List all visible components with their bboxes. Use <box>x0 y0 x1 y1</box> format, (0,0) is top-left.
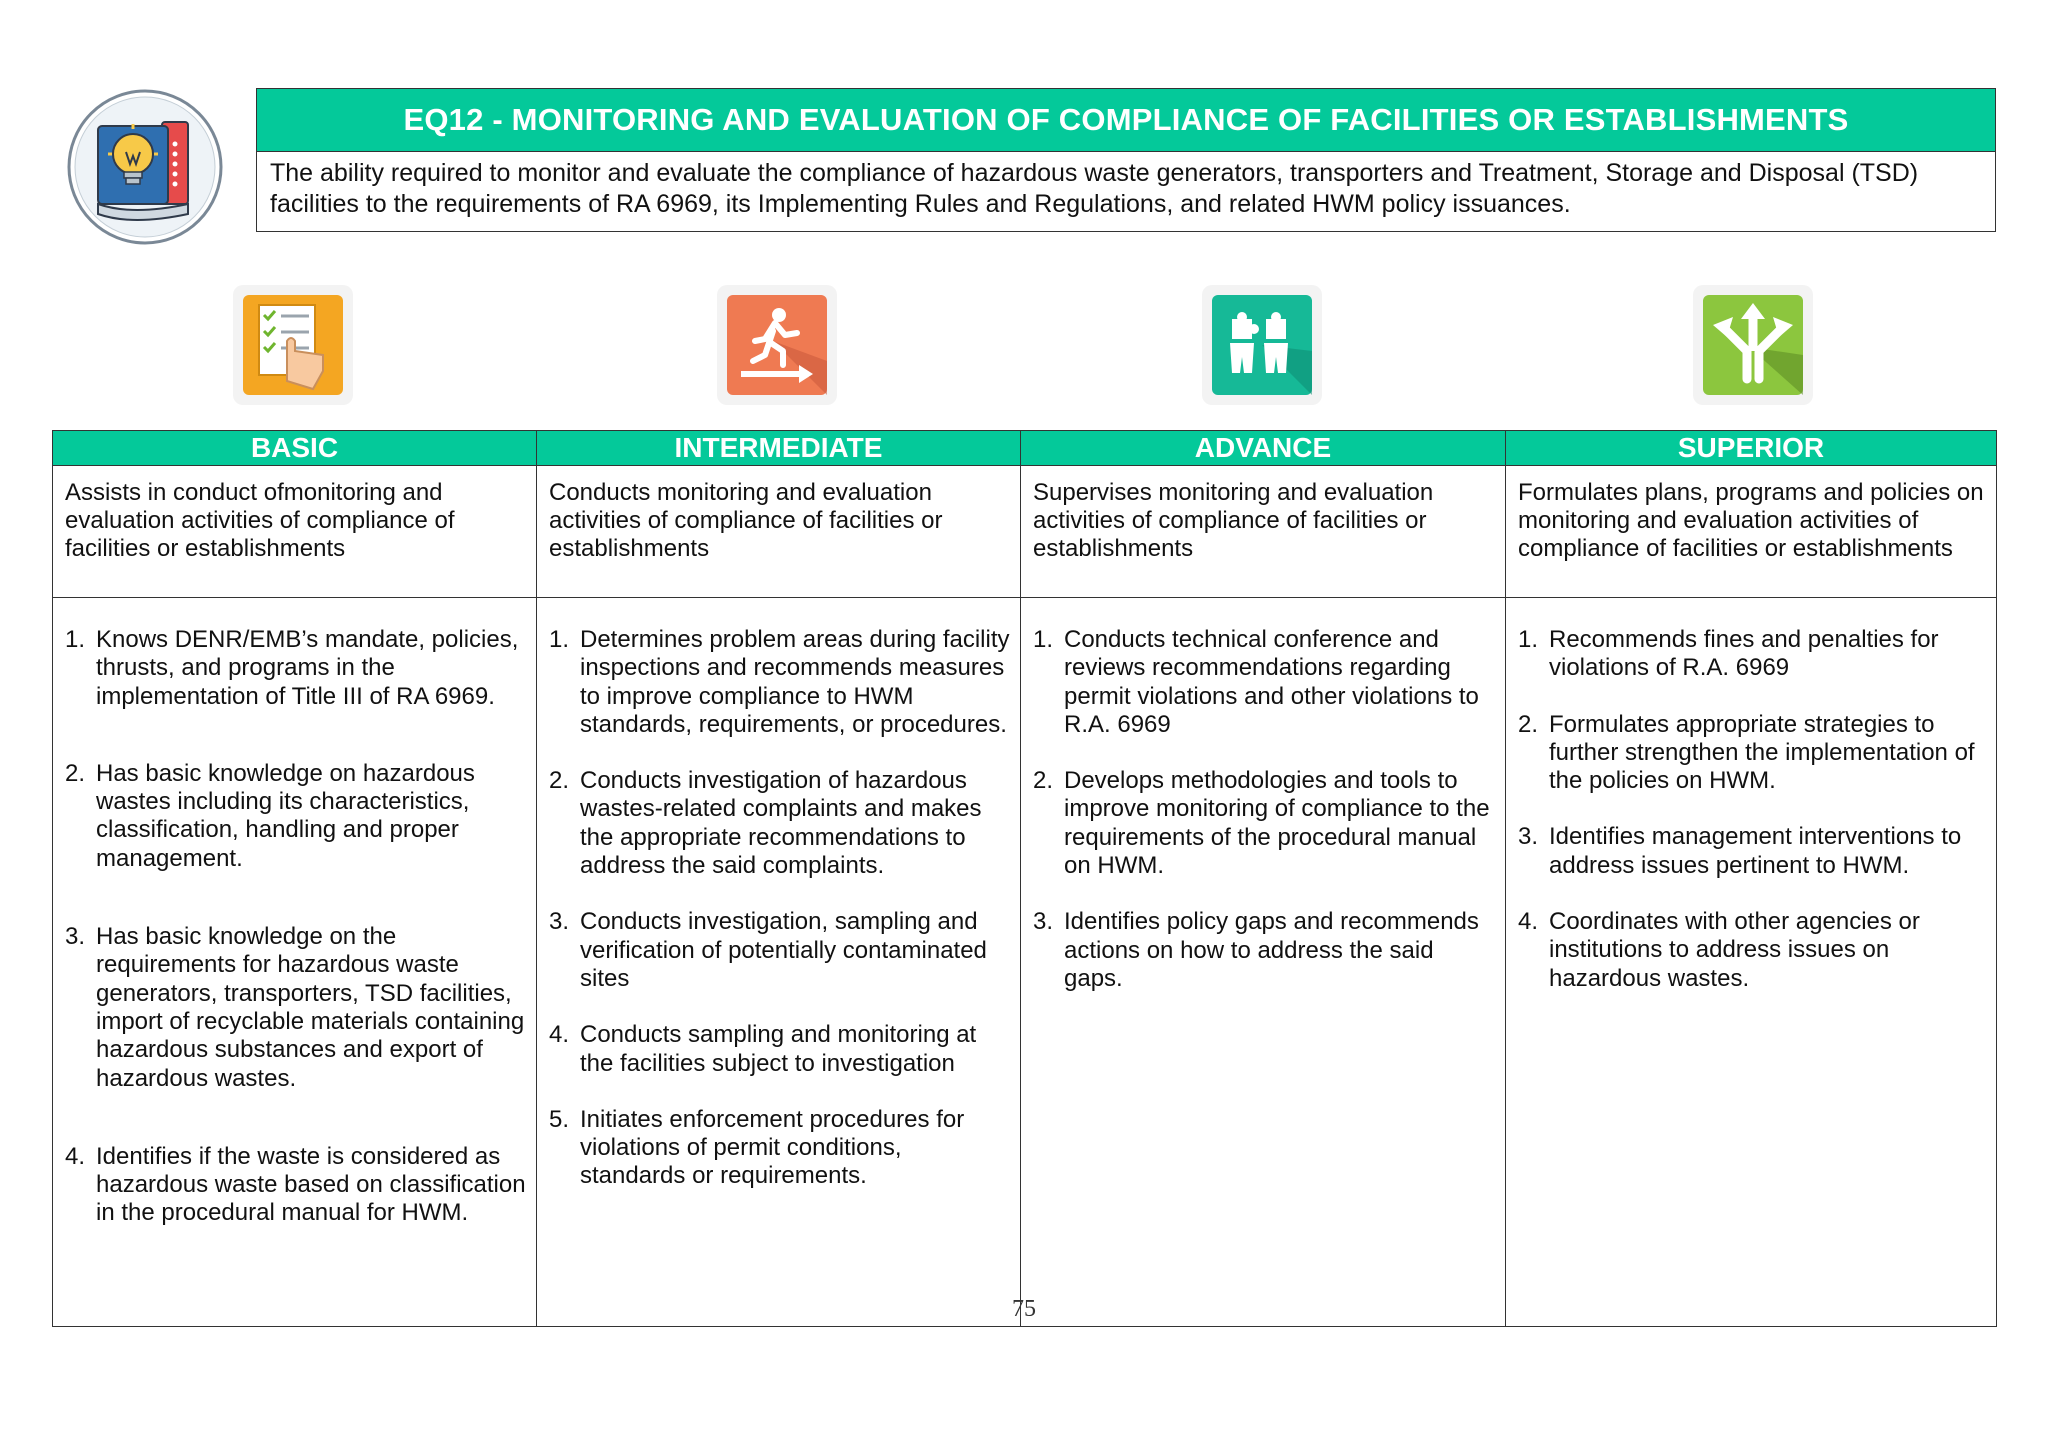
item-number: 3. <box>1518 823 1539 851</box>
item-text: Initiates enforcement procedures for violations of permit conditions, standards or requirements. <box>580 1105 965 1190</box>
list-item <box>65 760 526 873</box>
level-description-intermediate: Conducts monitoring and evaluation activities of compliance of facilities or establishments <box>537 466 1021 598</box>
list-item <box>549 767 1010 880</box>
list-item <box>1033 908 1495 993</box>
item-number: 1. <box>549 626 570 653</box>
item-text: Recommends fines and penalties for violations of R.A. 6969 <box>1549 626 1939 682</box>
table-header-row <box>53 431 1997 466</box>
item-text: Formulates appropriate strategies to further strengthen the implementation of the policies on HWM. <box>1549 710 1975 795</box>
item-number: 3. <box>65 923 86 951</box>
competency-title: EQ12 - MONITORING AND EVALUATION OF COMPLIANCE OF FACILITIES OR ESTABLISHMENTS <box>257 89 1995 152</box>
running-exit-icon <box>713 281 841 409</box>
list-item <box>1518 711 1986 796</box>
list-item <box>549 908 1010 993</box>
level-description-advance: Supervises monitoring and evaluation activities of compliance of facilities or establishments <box>1021 466 1506 598</box>
list-item <box>549 1106 1010 1191</box>
item-number: 4. <box>65 1142 86 1170</box>
item-text: Has basic knowledge on the requirements for hazardous waste generators, transporters, TSD facilities, import of recyclable materials containing hazardous substances and export of hazardous wastes. <box>96 923 525 1092</box>
competency-header <box>256 88 1996 232</box>
item-text: Identifies if the waste is considered as hazardous waste based on classification in the procedural manual for HWM. <box>96 1142 526 1227</box>
list-item <box>549 626 1010 739</box>
item-number: 3. <box>1033 908 1054 936</box>
item-text: Identifies policy gaps and recommends actions on how to address the said gaps. <box>1064 908 1479 992</box>
item-number: 2. <box>1033 767 1054 795</box>
checklist-hand-icon <box>229 281 357 409</box>
list-item <box>1518 626 1986 683</box>
indicators-intermediate <box>537 598 1021 1327</box>
lightbulb-book-icon <box>66 88 224 246</box>
list-item <box>1518 908 1986 993</box>
indicators-superior <box>1506 598 1997 1327</box>
item-text: Identifies management interventions to address issues pertinent to HWM. <box>1549 823 1962 879</box>
list-item <box>1033 767 1495 880</box>
list-item <box>549 1021 1010 1078</box>
level-description-superior: Formulates plans, programs and policies on monitoring and evaluation activities of compliance of facilities or establishments <box>1506 466 1997 598</box>
item-text: Conducts sampling and monitoring at the facilities subject to investigation <box>580 1021 977 1077</box>
item-number: 4. <box>1518 908 1539 936</box>
item-text: Conducts investigation, sampling and verification of potentially contaminated sites <box>580 908 987 992</box>
item-number: 2. <box>65 759 86 787</box>
item-number: 1. <box>1518 626 1539 653</box>
item-text: Develops methodologies and tools to improve monitoring of compliance to the requirements of the procedural manual on HWM. <box>1064 767 1490 880</box>
page-number: 75 <box>1012 1296 1036 1322</box>
puzzle-people-icon <box>1198 281 1326 409</box>
list-item <box>1033 626 1495 739</box>
item-number: 4. <box>549 1021 570 1049</box>
item-text: Knows DENR/EMB’s mandate, policies, thrusts, and programs in the implementation of Title III of RA 6969. <box>96 626 519 710</box>
item-text: Conducts investigation of hazardous wastes-related complaints and makes the appropriate recommendations to address the said complaints. <box>580 767 982 880</box>
item-number: 1. <box>1033 626 1054 653</box>
list-item <box>65 626 526 711</box>
item-text: Conducts technical conference and reviews recommendations regarding permit violations and other violations to R.A. 6969 <box>1064 626 1479 738</box>
item-number: 1. <box>65 626 86 653</box>
item-text: Determines problem areas during facility inspections and recommends measures to improve compliance to HWM standards, requirements, or procedures. <box>580 626 1010 738</box>
item-text: Has basic knowledge on hazardous wastes including its characteristics, classification, handling and proper management. <box>96 759 475 872</box>
list-item <box>65 923 526 1093</box>
item-text: Coordinates with other agencies or institutions to address issues on hazardous wastes. <box>1549 908 1920 992</box>
list-item <box>1518 823 1986 880</box>
level-heading-superior: SUPERIOR <box>1506 431 1997 466</box>
item-number: 3. <box>549 908 570 936</box>
item-number: 5. <box>549 1105 570 1133</box>
item-number: 2. <box>1518 710 1539 738</box>
level-heading-intermediate: INTERMEDIATE <box>537 431 1021 466</box>
list-item <box>65 1143 526 1228</box>
level-heading-basic: BASIC <box>53 431 537 466</box>
item-number: 2. <box>549 767 570 795</box>
indicators-basic <box>53 598 537 1327</box>
level-heading-advance: ADVANCE <box>1021 431 1506 466</box>
competency-description: The ability required to monitor and evaluate the compliance of hazardous waste generators, transporters and Treatment, Storage and Disposal (TSD) facilities to the requirements of RA 6969, its Implementing Rules and Regulations, and related HWM policy issuances. <box>270 159 1919 218</box>
indicators-row <box>53 598 1997 1327</box>
split-arrows-icon <box>1689 281 1817 409</box>
indicators-advance <box>1021 598 1506 1327</box>
level-description-basic: Assists in conduct ofmonitoring and evaluation activities of compliance of facilities or establishments <box>53 466 537 598</box>
competency-levels-table <box>52 430 1997 1327</box>
description-row <box>53 466 1997 598</box>
